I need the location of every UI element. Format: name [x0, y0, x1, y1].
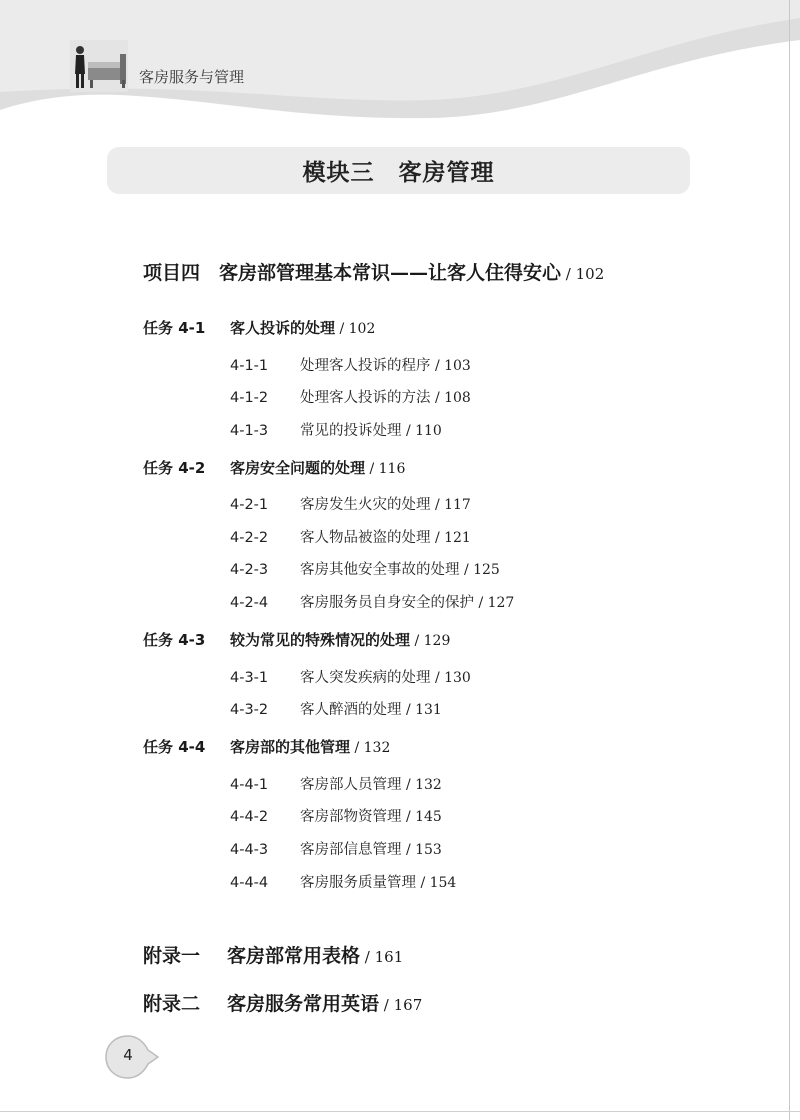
task-code: 任务 4-1: [143, 319, 206, 337]
subtask-page: / 145: [401, 809, 442, 825]
subtask-code: 4-4-4: [230, 875, 269, 891]
project-title: 项目四 客房部管理基本常识——让客人住得安心: [143, 262, 562, 284]
subtask-code: 4-1-2: [230, 390, 269, 406]
module-title: 模块三 客房管理: [302, 159, 495, 186]
subtask-entry[interactable]: [230, 591, 514, 612]
subtask-title: 客房部信息管理: [300, 842, 402, 858]
subtask-page: / 103: [430, 358, 471, 374]
subtask-page: / 131: [401, 702, 442, 718]
subtask-title: 客房发生火灾的处理: [300, 497, 431, 513]
subtask-title: 客房服务质量管理: [300, 875, 416, 891]
subtask-code: 4-2-1: [230, 497, 269, 513]
subtask-code: 4-2-3: [230, 562, 269, 578]
appendix-page: / 167: [379, 996, 423, 1014]
subtask-code: 4-3-1: [230, 670, 269, 686]
task-title: 客人投诉的处理: [230, 319, 336, 337]
subtask-entry[interactable]: [230, 666, 471, 687]
task-page: / 116: [365, 461, 406, 477]
running-title: 客房服务与管理: [139, 68, 245, 86]
subtask-title: 常见的投诉处理: [300, 423, 402, 439]
subtask-page: / 108: [430, 390, 471, 406]
task-code: 任务 4-2: [143, 459, 206, 477]
subtask-page: / 121: [430, 530, 471, 546]
subtask-entry[interactable]: [230, 526, 471, 547]
appendix-page: / 161: [360, 948, 404, 966]
housekeeper-bed-icon: [70, 40, 128, 92]
subtask-entry[interactable]: [230, 386, 471, 407]
task-entry[interactable]: [143, 457, 405, 478]
subtask-entry[interactable]: [230, 805, 442, 826]
subtask-entry[interactable]: [230, 698, 442, 719]
subtask-entry[interactable]: [230, 419, 442, 440]
appendix-entry[interactable]: [143, 941, 403, 968]
subtask-title: 处理客人投诉的方法: [300, 390, 431, 406]
subtask-page: / 130: [430, 670, 471, 686]
subtask-page: / 153: [401, 842, 442, 858]
task-page: / 129: [410, 633, 451, 649]
project-entry[interactable]: [143, 258, 604, 285]
module-title-banner: [107, 147, 690, 194]
subtask-code: 4-1-1: [230, 358, 269, 374]
subtask-page: / 127: [474, 595, 515, 611]
subtask-entry[interactable]: [230, 558, 500, 579]
subtask-code: 4-4-2: [230, 809, 269, 825]
task-page: / 132: [350, 740, 391, 756]
subtask-code: 4-4-3: [230, 842, 269, 858]
appendix-title: 客房部常用表格: [227, 945, 361, 967]
appendix-code: 附录二: [143, 993, 201, 1015]
page-number: 4: [123, 1046, 133, 1064]
subtask-title: 客人突发疾病的处理: [300, 670, 431, 686]
task-code: 任务 4-3: [143, 631, 206, 649]
subtask-entry[interactable]: [230, 493, 471, 514]
subtask-title: 客房部人员管理: [300, 777, 402, 793]
subtask-page: / 110: [401, 423, 442, 439]
task-title: 较为常见的特殊情况的处理: [230, 631, 411, 649]
subtask-code: 4-1-3: [230, 423, 269, 439]
task-entry[interactable]: [143, 317, 375, 338]
subtask-page: / 154: [416, 875, 457, 891]
project-page: / 102: [561, 265, 605, 283]
appendix-code: 附录一: [143, 945, 201, 967]
subtask-page: / 132: [401, 777, 442, 793]
task-entry[interactable]: [143, 629, 450, 650]
task-entry[interactable]: [143, 736, 390, 757]
subtask-title: 处理客人投诉的程序: [300, 358, 431, 374]
task-title: 客房部的其他管理: [230, 738, 351, 756]
subtask-code: 4-4-1: [230, 777, 269, 793]
subtask-title: 客人醉酒的处理: [300, 702, 402, 718]
right-margin-rule: [789, 0, 790, 1120]
subtask-code: 4-2-2: [230, 530, 269, 546]
task-code: 任务 4-4: [143, 738, 206, 756]
subtask-entry[interactable]: [230, 838, 442, 859]
subtask-page: / 125: [459, 562, 500, 578]
task-page: / 102: [335, 321, 376, 337]
subtask-code: 4-3-2: [230, 702, 269, 718]
subtask-title: 客房其他安全事故的处理: [300, 562, 460, 578]
subtask-title: 客房部物资管理: [300, 809, 402, 825]
appendix-title: 客房服务常用英语: [227, 993, 380, 1015]
subtask-entry[interactable]: [230, 773, 442, 794]
subtask-title: 客人物品被盗的处理: [300, 530, 431, 546]
task-title: 客房安全问题的处理: [230, 459, 366, 477]
appendix-entry[interactable]: [143, 989, 422, 1016]
bottom-margin-rule: [0, 1111, 800, 1112]
subtask-entry[interactable]: [230, 354, 471, 375]
subtask-entry[interactable]: [230, 871, 456, 892]
subtask-page: / 117: [430, 497, 471, 513]
subtask-code: 4-2-4: [230, 595, 269, 611]
subtask-title: 客房服务员自身安全的保护: [300, 595, 474, 611]
